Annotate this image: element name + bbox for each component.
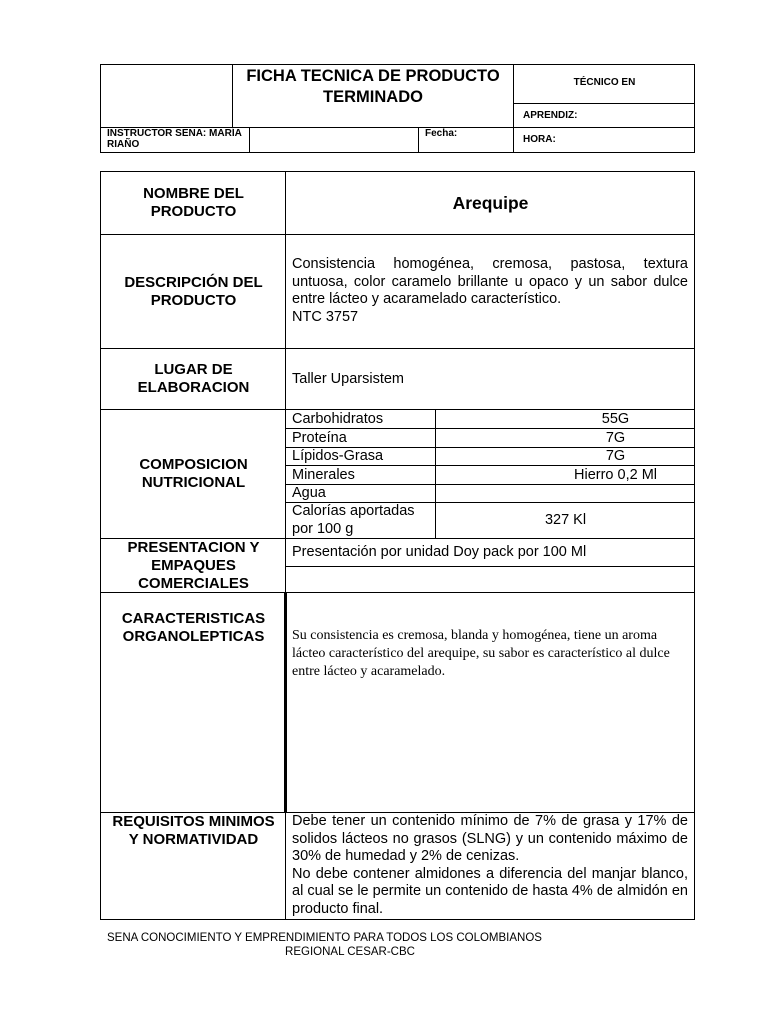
calories-value: 327 Kl [544,512,587,528]
product-norm: NTC 3757 [292,308,359,325]
requirements-text: Debe tener un contenido mínimo de 7% de grasa y 17% de solidos lácteos no grasos (SLNG) y un contenido máximo de 30% de humedad y 2% de cenizas. No debe contener almidones a diferencia del manjar blanco, al cual se le permite un contenido de hasta 4% de almidón en producto final. [292,813,688,917]
product-name-label: NOMBRE DEL PRODUCTO [143,185,244,220]
product-description: Consistencia homogénea, cremosa, pastosa, textura untuosa, color caramelo brillante u opaco y un sabor dulce entre lácteo y acaramelado característico. NTC 3757 [292,256,688,325]
place-label: LUGAR DE ELABORACION [137,361,250,396]
nutrition-row: Proteína 7G [292,430,626,446]
nutrition-label: COMPOSICION NUTRICIONAL [139,456,248,491]
production-place: Taller Uparsistem [292,371,404,387]
presentation-label: PRESENTACION Y EMPAQUES COMERCIALES [127,538,260,592]
footer [100,932,680,959]
calories-label: Calorías aportadas por 100 g [292,503,415,537]
organoleptic-label: CARACTERISTICAS ORGANOLEPTICAS [121,610,266,645]
aprendiz-label: APRENDIZ: [523,110,578,121]
fecha-label: Fecha: [425,128,458,139]
hora-label: HORA: [523,134,556,145]
document-title: FICHA TECNICA DE PRODUCTO TERMINADO [246,67,500,106]
tecnico-label: TÉCNICO EN [573,77,636,88]
product-name: Arequipe [452,193,529,213]
footer-line2: REGIONAL CESAR-CBC [285,945,415,958]
nutrition-row: Agua [292,485,326,501]
presentation-value: Presentación por unidad Doy pack por 100 Ml [292,544,587,560]
requirements-label: REQUISITOS MINIMOS Y NORMATIVIDAD [112,813,275,848]
product-spec-table [100,171,695,920]
footer-line1: SENA CONOCIMIENTO Y EMPRENDIMIENTO PARA TODOS LOS COLOMBIANOS [107,932,542,944]
nutrition-row: Minerales Hierro 0,2 Ml [292,467,657,483]
organoleptic-description: Su consistencia es cremosa, blanda y homogénea, tiene un aroma lácteo característico del arequipe, su sabor es característico al dulce entre lácteo y acaramelado. [292,628,670,679]
header-table [100,64,695,153]
nutrition-row: Carbohidratos 55G [292,411,630,427]
instructor-label: INSTRUCTOR SENA: MARÍA RIAÑO [107,128,242,150]
nutrition-row: Lípidos-Grasa 7G [292,448,626,464]
description-label: DESCRIPCIÓN DEL PRODUCTO [124,273,263,309]
